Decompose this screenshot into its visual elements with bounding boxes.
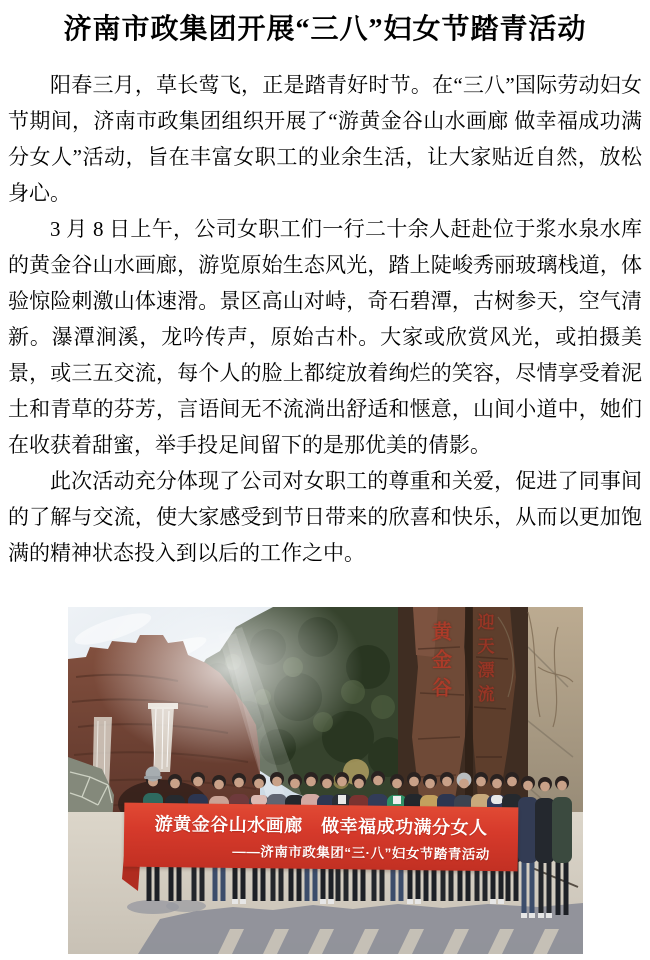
group-photo [68, 607, 583, 954]
rock-inscription-right: 迎天漂流 [474, 613, 494, 709]
red-banner [123, 803, 518, 872]
article-body [8, 67, 642, 571]
banner-slogan: 游黄金谷山水画廊 做幸福成功满分女人 [154, 813, 488, 839]
rock-inscription-left: 黄金谷 [428, 621, 451, 705]
page-title: 济南市政集团开展“三八”妇女节踏青活动 [63, 14, 587, 45]
paragraph-1: 阳春三月，草长莺飞，正是踏青好时节。在“三八”国际劳动妇女节期间，济南市政集团组织开展了“游黄金谷山水画廊 做幸福成功满分女人”活动，旨在丰富女职工的业余生活，让大家贴近自然，放松身心。 [8, 73, 642, 205]
paragraph-3: 此次活动充分体现了公司对女职工的尊重和关爱，促进了同事间的了解与交流，使大家感受到节日带来的欣喜和快乐，从而以更加饱满的精神状态投入到以后的工作之中。 [8, 469, 642, 565]
photo-scene [68, 607, 583, 954]
banner-subtitle: ——济南市政集团“三·八”妇女节踏青活动 [231, 843, 490, 863]
paragraph-2: 3 月 8 日上午，公司女职工们一行二十余人赶赴位于浆水泉水库的黄金谷山水画廊，游览原始生态风光，踏上陡峻秀丽玻璃栈道，体验惊险刺激山体速滑。景区高山对峙，奇石碧潭，古树参天，空气清新。瀑潭涧溪，龙吟传声，原始古朴。大家或欣赏风光，或拍摄美景，或三五交流，每个人的脸上都绽放着绚烂的笑容，尽情享受着泥土和青草的芬芳，言语间无不流淌出舒适和惬意，山间小道中，她们在收获着甜蜜，举手投足间留下的是那优美的倩影。 [8, 217, 642, 457]
